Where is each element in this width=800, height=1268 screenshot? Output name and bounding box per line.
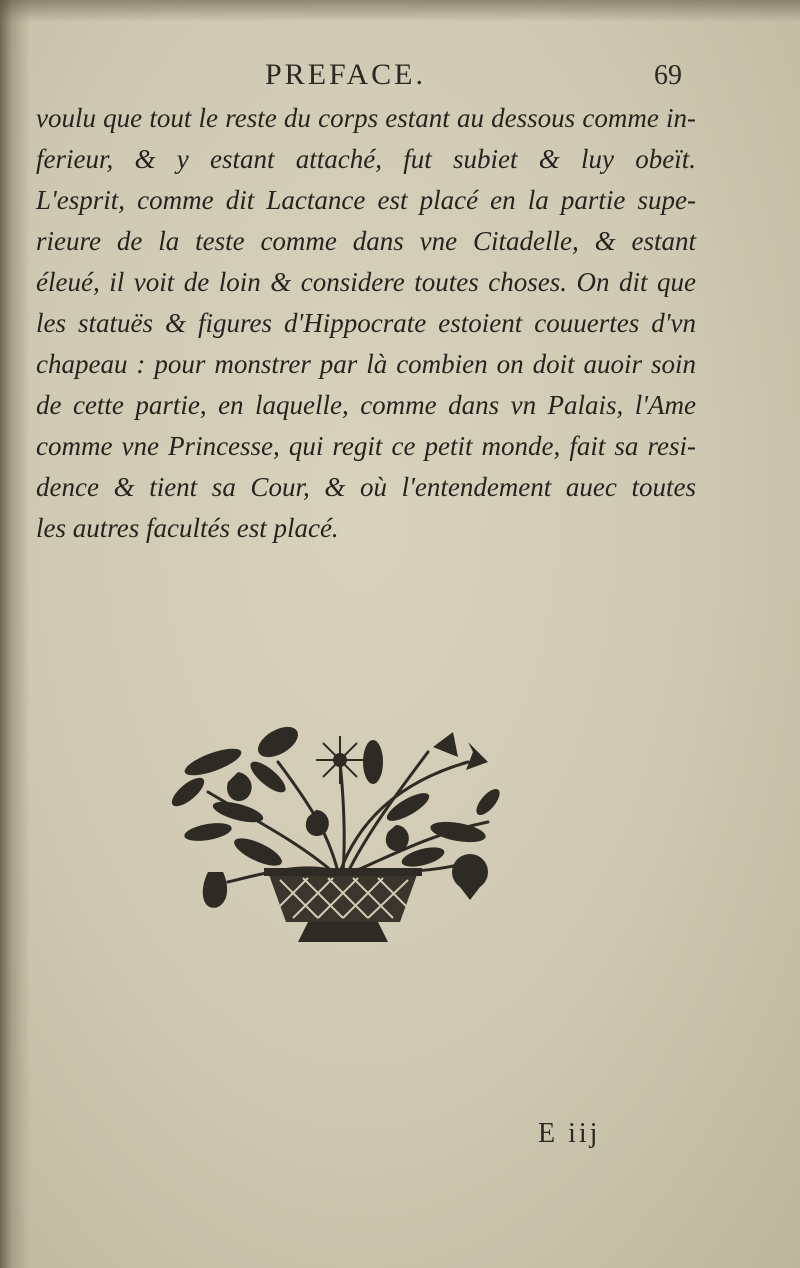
text-line: dence & tient sa Cour, & où l'entendement auec toutes	[36, 472, 696, 502]
text-line: comme vne Princesse, qui regit ce petit monde, fait sa resi-	[36, 431, 696, 461]
text-line: L'esprit, comme dit Lactance est placé en la partie supe-	[36, 185, 696, 215]
signature-mark: E iij	[538, 1118, 601, 1149]
text-line: ferieur, & y estant attaché, fut subiet & luy obeït.	[36, 144, 696, 174]
running-head	[0, 58, 800, 98]
text-line: les statuës & figures d'Hippocrate estoient couuertes d'vn	[36, 308, 696, 338]
text-line: de cette partie, en laquelle, comme dans vn Palais, l'Ame	[36, 390, 696, 420]
page-title: PREFACE.	[265, 58, 426, 91]
text-line: éleué, il voit de loin & considere toutes choses. On dit que	[36, 267, 696, 297]
binding-shadow	[0, 0, 30, 1268]
text-line: chapeau : pour monstrer par là combien on doit auoir soin	[36, 349, 696, 379]
text-line: voulu que tout le reste du corps estant au dessous comme in-	[36, 103, 696, 133]
page-number: 69	[654, 60, 682, 91]
text-line: rieure de la teste comme dans vne Citadelle, & estant	[36, 226, 696, 256]
top-edge-shadow	[0, 0, 800, 22]
flower-basket-woodcut-icon	[168, 722, 508, 947]
text-line-last: les autres facultés est placé.	[36, 513, 339, 543]
body-text	[36, 98, 696, 549]
